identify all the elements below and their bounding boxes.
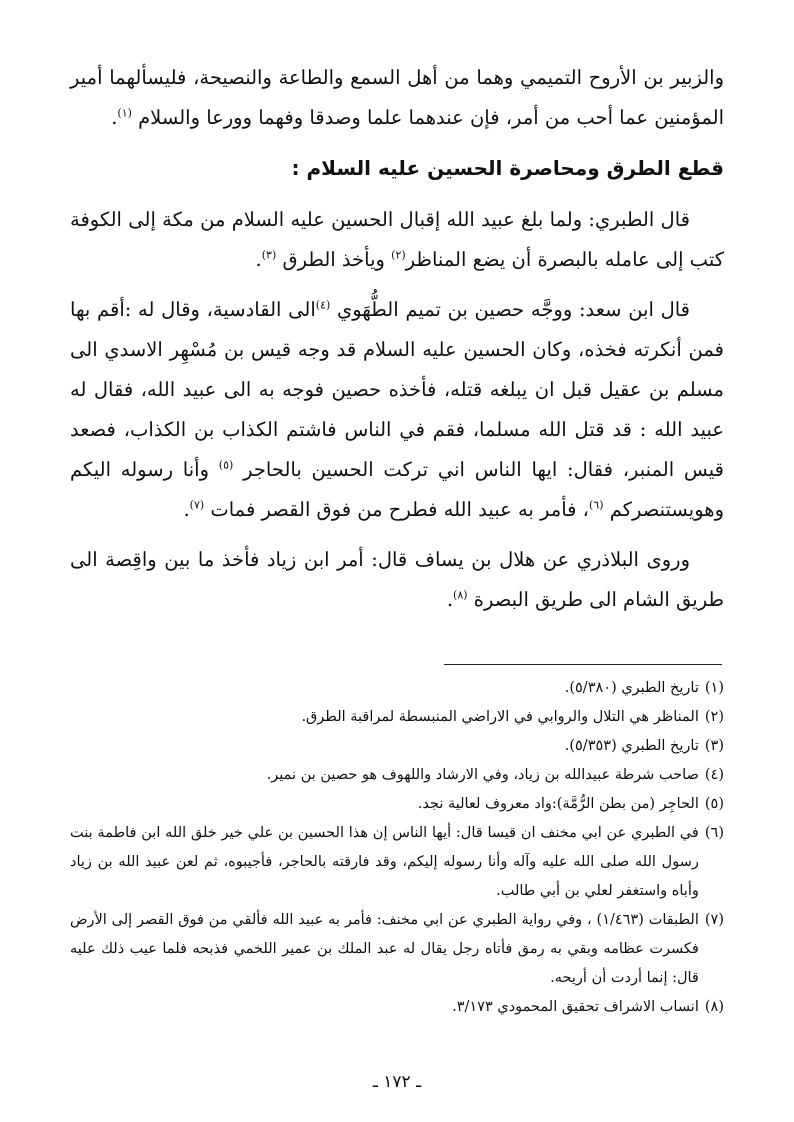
paragraph-continuation: والزبير بن الأروح التميمي وهما من أهل السمع والطاعة والنصيحة، فليسألهما أمير المؤمنين عما أحب من أمر، فإن عندهما علما وصدقا وفهما وورعا والسلام $^{(١)}$.	[70, 66, 724, 129]
footnote-ref: (٢)	[391, 248, 406, 262]
footnote-text: الحاجِر (من بطن الرُّمَّة):واد معروف لعالية نجد.	[417, 796, 699, 812]
footnote-number: (١)	[704, 680, 724, 696]
footnote-text: تاريخ الطبري (٥/٣٥٣).	[564, 738, 699, 754]
footnote-text: المناظر هي التلال والروابي في الاراضي المنبسطة لمراقبة الطرق.	[301, 709, 699, 725]
footnote	[70, 703, 724, 732]
footnote-text: صاحب شرطة عبيدالله بن زياد، وفي الارشاد واللهوف هو حصين بن نمير.	[266, 767, 699, 783]
footnote-text: انساب الاشراف تحقيق المحمودي ٣/١٧٣.	[452, 999, 699, 1015]
footnote	[70, 906, 724, 993]
paragraph-baladhuri: وروى البلاذري عن هلال بن يساف قال: أمر ابن زياد فأخذ ما بين واقِصة الى طريق الشام الى طريق البصرة $^{(٨)}$.	[70, 548, 724, 611]
paragraph-ibn-saad: قال ابن سعد: ووجَّه حصين بن تميم الطُّهَوي $^{(٤)}$الى القادسية، وقال له :أقم بها فمن أنكرته فخذه، وكان الحسين عليه السلام قد وجه قيس بن مُسْهِر الاسدي الى مسلم بن عقيل قبل ان يبلغه قتله، فأخذه حصين فوجه به الى عبيد الله، فقال له عبيد الله : قد قتل الله مسلما، فقم في الناس فاشتم الكذاب بن الكذاب، فصعد قيس المنبر، فقال: ايها الناس اني تركت الحسين بالحاجر $^{(٥)}$ وأنا رسوله اليكم وهويستنصركم $^{(٦)}$، فأمر به عبيد الله فطرح من فوق القصر فمات $^{(٧)}$.	[70, 298, 725, 521]
footnote-number: (٤)	[704, 767, 724, 783]
page-number: ـ ١٧٢ ـ	[372, 1072, 422, 1092]
footnote-number: (٢)	[704, 709, 724, 725]
section-heading: قطع الطرق ومحاصرة الحسين عليه السلام :	[291, 156, 724, 180]
footnote-number: (٣)	[704, 738, 724, 754]
footnote-ref: (٥)	[218, 458, 234, 472]
footnote-ref: (٨)	[453, 588, 468, 602]
footnote-ref: (٧)	[189, 498, 205, 512]
footnote-ref: (١)	[117, 106, 132, 120]
footnote-text: الطبقات (١/٤٦٣) ، وفي رواية الطبري عن ابي مخنف: فأمر به عبيد الله فألقي من فوق القصر إلى الأرض فكسرت عظامه وبقي به رمق فأتاه رجل يقال له عبد الملك بن عمير اللخمي فذبحه فلما عيب ذلك عليه قال: إنما أردت أن أريحه.	[70, 912, 699, 986]
footnotes	[70, 674, 724, 1022]
paragraph-tabari: قال الطبري: ولما بلغ عبيد الله إقبال الحسين عليه السلام من مكة إلى الكوفة كتب إلى عامله بالبصرة أن يضع المناظر$^{(٢)}$ ويأخذ الطرق $^{(٣)}$.	[70, 208, 724, 271]
footnote	[70, 790, 724, 819]
footnote-number: (٨)	[704, 999, 724, 1015]
footnote	[70, 732, 724, 761]
footnote-text: في الطبري عن ابي مخنف ان قيسا قال: أيها الناس إن هذا الحسين بن علي خير خلق الله ابن فاطمة بنت رسول الله صلى الله عليه وآله وأنا رسوله إليكم، وقد فارقته بالحاجر، فأجيبوه، ثم لعن عبيد الله بن زياد وأباه واستغفر لعلي بن أبي طالب.	[70, 825, 699, 899]
footnote-number: (٧)	[704, 912, 724, 928]
footnote-separator	[444, 664, 722, 665]
footnote-text: تاريخ الطبري (٥/٣٨٠).	[564, 680, 699, 696]
footnote-ref: (٦)	[588, 498, 604, 512]
main-text	[70, 58, 724, 630]
footnote	[70, 819, 724, 906]
footnote	[70, 674, 724, 703]
footnote-number: (٥)	[704, 796, 724, 812]
footnote-ref: (٤)	[315, 298, 331, 312]
footnote	[70, 761, 724, 790]
footnote	[70, 993, 724, 1022]
footnote-number: (٦)	[704, 825, 724, 841]
footnote-ref: (٣)	[261, 248, 277, 262]
